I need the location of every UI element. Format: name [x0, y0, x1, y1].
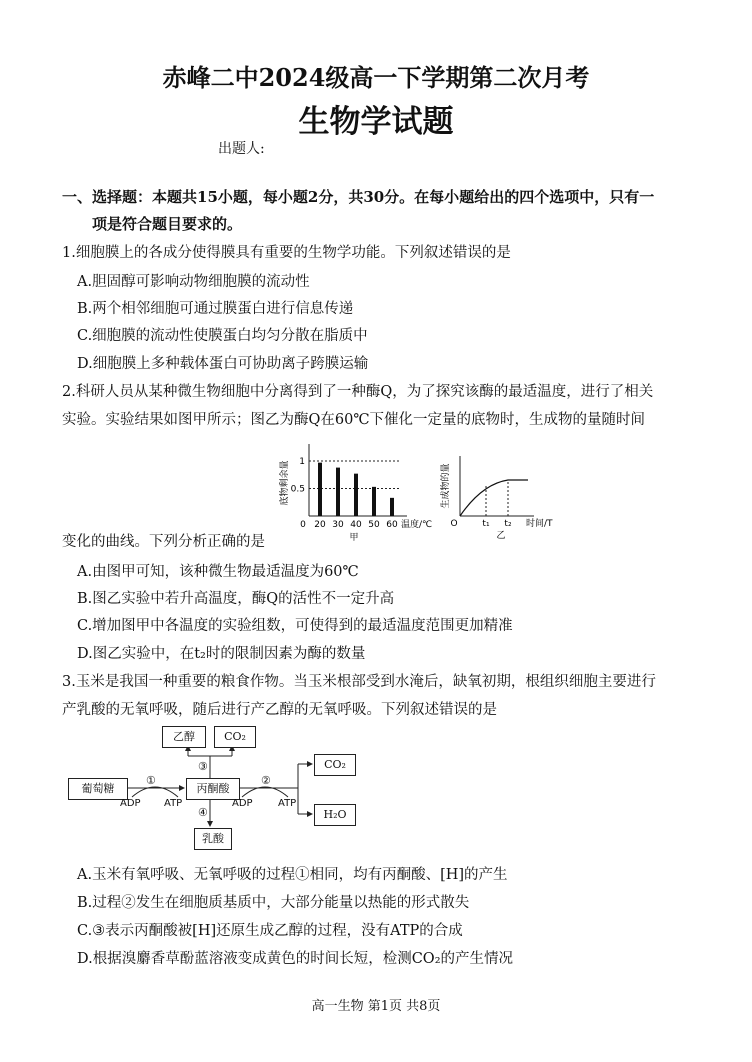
y-axis-label: 生成物的量	[441, 463, 451, 509]
atp-label-1: ATP	[164, 798, 183, 809]
chart-caption: 乙	[496, 531, 506, 541]
origin-label: 0	[300, 520, 306, 530]
x-tick-label: t₂	[504, 519, 512, 529]
y-tick-label: 0.5	[290, 484, 305, 495]
y-tick-label: 1	[299, 457, 305, 467]
adp-label-1: ADP	[120, 798, 141, 809]
question-2-stem-line1: 2.科研人员从某种微生物细胞中分离得到了一种酶Q，为了探究该酶的最适温度，进行了相关	[62, 384, 654, 400]
question-1-option-a: A.胆固醇可影响动物细胞膜的流动性	[77, 274, 310, 290]
atp-label-2: ATP	[278, 798, 297, 809]
question-2-stem-line2: 实验。实验结果如图甲所示；图乙为酶Q在60℃下催化一定量的底物时，生成物的量随时间	[62, 412, 646, 428]
y-axis-label: 底物剩余量	[280, 460, 290, 506]
co2-right-box: CO₂	[314, 754, 356, 776]
x-tick-label: 40	[350, 520, 362, 530]
question-2-option-c: C.增加图甲中各温度的实验组数，可使得到的最适温度范围更加精准	[77, 618, 513, 634]
question-3-option-b: B.过程②发生在细胞质基质中，大部分能量以热能的形式散失	[77, 895, 470, 911]
h2o-box: H₂O	[314, 804, 356, 826]
chart-jia	[275, 436, 447, 546]
ethanol-box: 乙醇	[162, 726, 206, 748]
exam-title: 赤峰二中2024级高一下学期第二次月考	[162, 63, 590, 92]
section-heading-cont: 项是符合题目要求的。	[92, 215, 243, 233]
question-3-option-a: A.玉米有氧呼吸、无氧呼吸的过程①相同，均有丙酮酸、[H]的产生	[77, 867, 508, 883]
chart-yi	[436, 446, 568, 546]
step4-label: ④	[198, 806, 208, 819]
author-label: 出题人:	[218, 141, 265, 157]
question-1-option-b: B.两个相邻细胞可通过膜蛋白进行信息传递	[77, 301, 354, 317]
question-1-option-d: D.细胞膜上多种载体蛋白可协助离子跨膜运输	[77, 356, 369, 372]
question-3-option-d: D.根据溴麝香草酚蓝溶液变成黄色的时间长短，检测CO₂的产生情况	[77, 951, 514, 967]
adp-label-2: ADP	[232, 798, 253, 809]
pyruvate-box: 丙酮酸	[186, 778, 240, 800]
question-1-stem: 1.细胞膜上的各成分使得膜具有重要的生物学功能。下列叙述错误的是	[62, 245, 511, 261]
section-heading: 一、选择题：本题共15小题，每小题2分，共30分。在每小题给出的四个选项中，只有一	[62, 188, 655, 206]
x-tick-label: 50	[368, 520, 380, 530]
bar	[318, 463, 322, 516]
x-axis-label: 温度/℃	[401, 520, 433, 530]
x-tick-label: t₁	[482, 519, 490, 529]
x-tick-label: 60	[386, 520, 398, 530]
chart-caption: 甲	[349, 533, 359, 543]
question-2-option-a: A.由图甲可知，该种微生物最适温度为60℃	[77, 564, 359, 580]
glucose-box: 葡萄糖	[68, 778, 128, 800]
x-tick-label: 30	[332, 520, 344, 530]
step2-label: ②	[261, 774, 271, 787]
question-2-option-b: B.图乙实验中若升高温度，酶Q的活性不一定升高	[77, 591, 395, 607]
x-tick-label: 20	[314, 520, 326, 530]
step1-label: ①	[146, 774, 156, 787]
question-2-stem-line3: 变化的曲线。下列分析正确的是	[62, 534, 265, 550]
question-3-stem-line2: 产乳酸的无氧呼吸，随后进行产乙醇的无氧呼吸。下列叙述错误的是	[62, 702, 497, 718]
origin-label: O	[450, 519, 458, 529]
question-3-option-c: C.③表示丙酮酸被[H]还原生成乙醇的过程，没有ATP的合成	[77, 923, 463, 939]
question-2-option-d: D.图乙实验中，在t₂时的限制因素为酶的数量	[77, 646, 366, 662]
series-line	[460, 480, 528, 516]
subject-title: 生物学试题	[298, 104, 454, 140]
co2-top-box: CO₂	[214, 726, 256, 748]
question-3-stem-line1: 3.玉米是我国一种重要的粮食作物。当玉米根部受到水淹后，缺氧初期，根组织细胞主要进行	[62, 674, 656, 690]
bar	[390, 498, 394, 516]
step3-label: ③	[198, 760, 208, 773]
respiration-diagram	[60, 722, 390, 852]
bar	[372, 487, 376, 516]
bar	[336, 468, 340, 516]
question-1-option-c: C.细胞膜的流动性使膜蛋白均匀分散在脂质中	[77, 328, 368, 344]
lactic-box: 乳酸	[194, 828, 232, 850]
bar	[354, 474, 358, 516]
page-footer: 高一生物 第1页 共8页	[311, 999, 441, 1014]
x-axis-label: 时间/T	[526, 519, 553, 529]
